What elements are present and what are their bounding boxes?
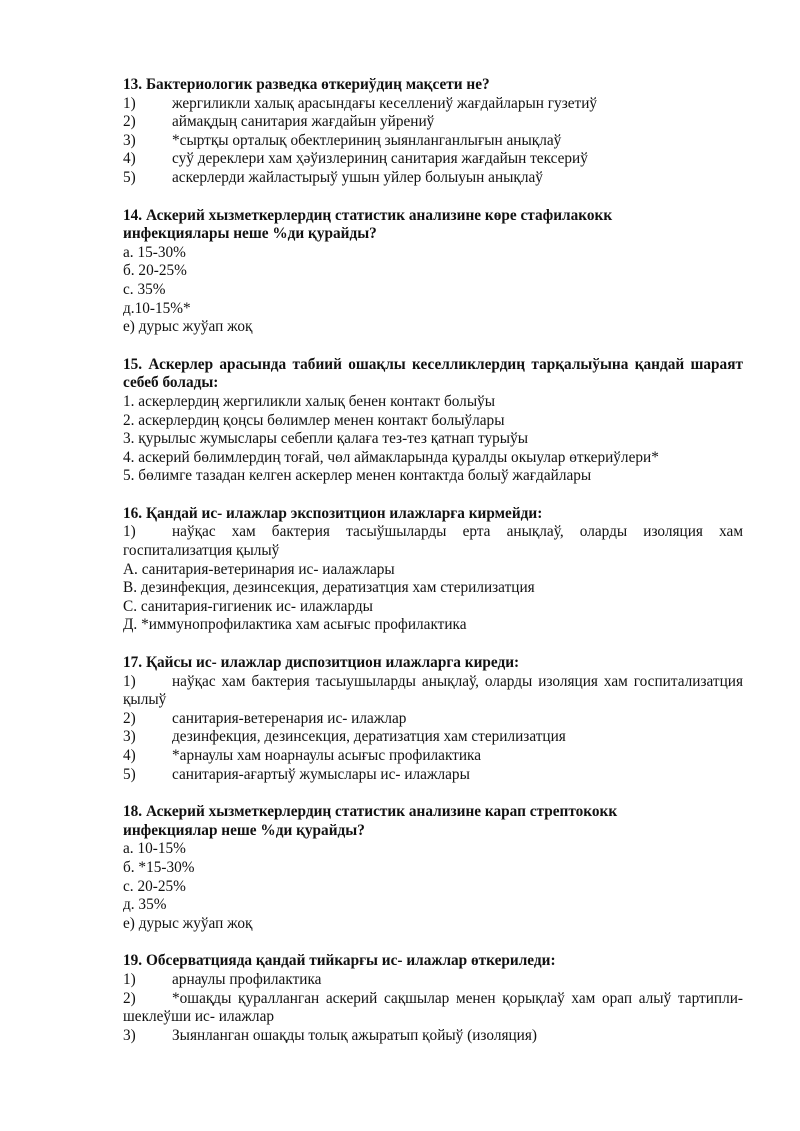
option-text: *ошақды қуралланган аскерий сақшылар менен қорықлаў хам орап алыў тартипли-шеклеўши ис- илажлар: [123, 989, 743, 1026]
answer-option: а. 15-30%: [123, 243, 186, 261]
option-text: суў дереклери хам ҳәўизлериниң санитария жағдайын тексериў: [172, 150, 588, 168]
answer-option: [123, 169, 743, 188]
question-18: [123, 803, 743, 933]
answer-option: б. *15-30%: [123, 858, 195, 876]
answer-option: С. санитария-гигиеник ис- илажларды: [123, 597, 373, 615]
option-number: 5): [123, 765, 136, 783]
answer-option: [123, 1027, 743, 1046]
option-text: санитария-ағартыў жумыслары ис- илажлары: [172, 765, 470, 783]
option-text: *сыртқы орталық обектлериниң зыянланганлығын анықлаў: [172, 131, 562, 149]
question-title: 16. Қандай ис- илажлар экспозитцион илажларға кирмейди:: [123, 504, 543, 522]
document-page: [123, 76, 743, 1064]
option-text: санитария-ветеренария ис- илажлар: [172, 709, 407, 727]
answer-option: д.10-15%*: [123, 299, 191, 317]
question-title: 13. Бактериологик разведка өткериўдиң мақсети не?: [123, 76, 490, 93]
answer-option: с. 35%: [123, 280, 166, 298]
answer-option: 2. аскерлердиң қоңсы бөлимлер менен контакт болыўлары: [123, 411, 505, 429]
question-16: [123, 505, 743, 635]
option-number: 1): [123, 672, 136, 690]
answer-option: б. 20-25%: [123, 262, 187, 280]
answer-option: [123, 673, 743, 710]
question-15: [123, 356, 743, 486]
answer-option: [123, 990, 743, 1027]
option-text: аскерлерди жайластырыў ушын уйлер болыуын анықлаў: [172, 168, 543, 186]
option-number: 4): [123, 150, 136, 168]
question-14: [123, 207, 743, 337]
question-title-line: 18. Аскерий хызметкерлердиң статистик анализине карап стрептококк: [123, 803, 618, 821]
option-text: арнаулы профилактика: [172, 970, 322, 988]
option-text: аймақдың санитария жағдайын уйрениў: [172, 113, 435, 131]
option-number: 2): [123, 113, 136, 131]
option-number: 3): [123, 1026, 136, 1044]
option-number: 1): [123, 970, 136, 988]
option-number: 2): [123, 709, 136, 727]
option-text: Зыянланган ошақды толық ажыратып қойыў (изоляция): [172, 1026, 537, 1044]
answer-option: [123, 95, 743, 114]
option-number: 2): [123, 989, 136, 1007]
answer-option: [123, 728, 743, 747]
option-text: дезинфекция, дезинсекция, дератизатция хам стерилизатция: [172, 728, 566, 746]
answer-option: А. санитария-ветеринария ис- иалажлары: [123, 560, 395, 578]
option-number: 3): [123, 728, 136, 746]
option-number: 5): [123, 168, 136, 186]
answer-option: с. 20-25%: [123, 877, 186, 895]
answer-option: [123, 132, 743, 151]
answer-option: 1. аскерлердиң жергиликли халық бенен контакт болыўы: [123, 392, 496, 410]
question-13: [123, 76, 743, 188]
answer-option: Д. *иммунопрофилактика хам асығыс профилактика: [123, 616, 467, 634]
question-19: [123, 952, 743, 1045]
question-title: 19. Обсерватцияда қандай тийкарғы ис- илажлар өткериледи:: [123, 952, 556, 970]
option-number: 3): [123, 131, 136, 149]
question-title-line: инфекциялары неше %ди қурайды?: [123, 225, 377, 243]
option-number: 1): [123, 94, 136, 112]
answer-option: д. 35%: [123, 896, 167, 914]
option-text: наўқас хам бактерия тасыушыларды анықлаў, оларды изоляция хам госпитализатция қылыў: [123, 672, 743, 709]
answer-option: [123, 523, 743, 560]
option-text: *арнаулы хам ноарнаулы асығыс профилактика: [172, 747, 482, 764]
answer-option: 3. қурылыс жумыслары себепли қалаға тез-тез қатнап турыўы: [123, 430, 529, 448]
answer-option: 4. аскерий бөлимлердиң тоғай, чөл аймакларында қуралды окыулар өткериўлери*: [123, 448, 659, 466]
answer-option: е) дурыс жуўап жоқ: [123, 914, 253, 932]
question-17: [123, 654, 743, 784]
answer-option: е) дурыс жуўап жоқ: [123, 318, 253, 336]
question-title: 17. Қайсы ис- илажлар диспозитцион илажларга киреди:: [123, 654, 520, 672]
option-number: 4): [123, 747, 136, 764]
answer-option: [123, 113, 743, 132]
answer-option: 5. бөлимге тазадан келген аскерлер менен контактда болыў жағдайлары: [123, 467, 592, 485]
answer-option: [123, 150, 743, 169]
question-title-line: инфекциялар неше %ди қурайды?: [123, 821, 365, 839]
answer-option: [123, 747, 743, 766]
option-number: 1): [123, 523, 136, 541]
answer-option: [123, 766, 743, 785]
question-title-line: 14. Аскерий хызметкерлердиң статистик анализине көре стафилакокк: [123, 206, 613, 224]
question-title: 15. Аскерлер арасында табиий ошақлы кеселликлердиң тарқалыўына қандай шараят себеб болады:: [123, 355, 743, 392]
answer-option: В. дезинфекция, дезинсекция, дератизатция хам стерилизатция: [123, 579, 535, 597]
option-text: жергиликли халық арасындағы кеселлениў жағдайларын гузетиў: [172, 94, 598, 112]
option-text: наўқас хам бактерия тасыўшыларды ерта анықлаў, оларды изоляция хам госпитализатция қылыў: [123, 523, 743, 560]
answer-option: а. 10-15%: [123, 840, 186, 858]
answer-option: [123, 710, 743, 729]
answer-option: [123, 971, 743, 990]
